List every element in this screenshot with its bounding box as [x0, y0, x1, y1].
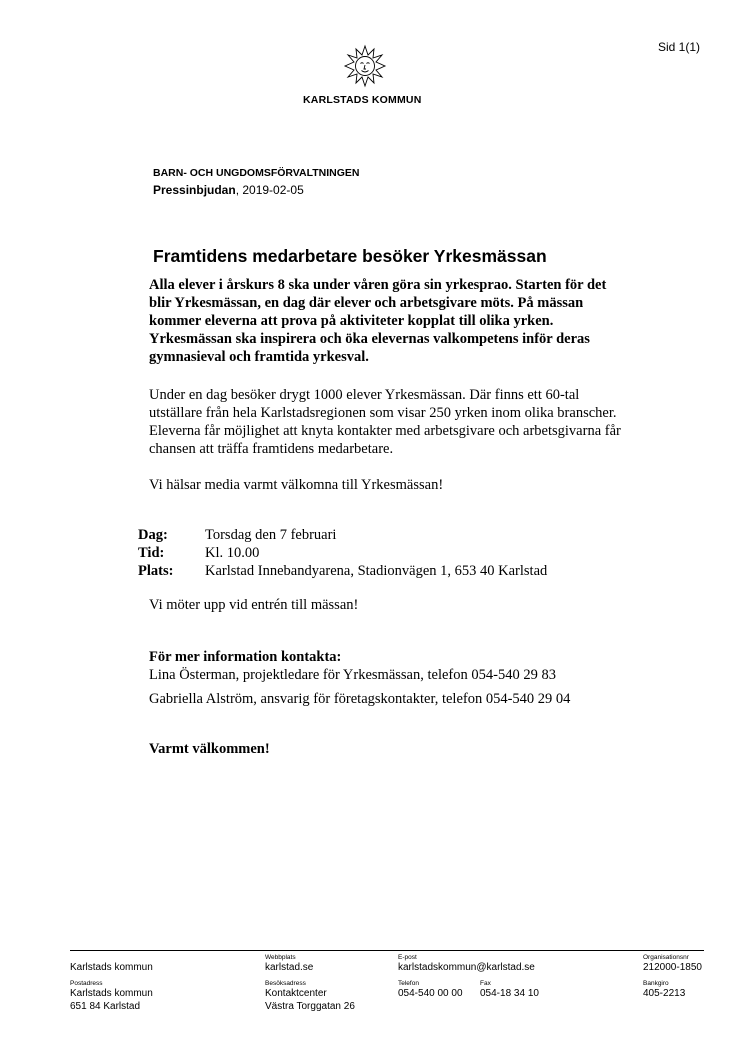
- footer-divider: [70, 950, 704, 951]
- event-time-label: Tid:: [138, 545, 165, 561]
- event-day-row: [138, 526, 336, 544]
- footer-phone-value: 054-540 00 00: [398, 988, 463, 999]
- event-place-label: Plats:: [138, 563, 174, 579]
- footer-fax-label: Fax: [480, 980, 491, 987]
- footer-org: Karlstads kommun: [70, 962, 153, 973]
- event-place-row: [138, 562, 547, 580]
- page-number: Sid 1(1): [658, 40, 701, 54]
- event-day-label: Dag:: [138, 527, 168, 543]
- event-time-row: [138, 544, 259, 562]
- sun-logo-icon: [343, 44, 387, 88]
- contact-heading: För mer information kontakta:: [149, 649, 342, 665]
- footer-phone-label: Telefon: [398, 980, 419, 987]
- press-line: [153, 183, 304, 197]
- footer-web-link[interactable]: karlstad.se: [265, 962, 314, 973]
- footer-visit-line: Västra Torggatan 26: [265, 1001, 355, 1012]
- footer-visit-label: Besöksadress: [265, 980, 306, 987]
- closing-text: Varmt välkommen!: [149, 741, 270, 757]
- footer-email-label: E-post: [398, 954, 417, 961]
- body-paragraph: Under en dag besöker drygt 1000 elever Yrkesmässan. Där finns ett 60-tal utställare från hela Karlstadsregionen som visar 250 yrken inom olika branscher. Eleverna får möjlighet att knyta kontakter med arbetsgivare och arbetsgivarna får chansen att träffa framtidens medarbetare.: [149, 387, 621, 457]
- event-day-value: Torsdag den 7 februari: [205, 527, 337, 543]
- department-name: BARN- OCH UNGDOMSFÖRVALTNINGEN: [153, 167, 360, 179]
- footer-email-link[interactable]: karlstadskommun@karlstad.se: [398, 962, 535, 973]
- headline: Framtidens medarbetare besöker Yrkesmässan: [153, 246, 547, 266]
- footer-visit-line: Kontaktcenter: [265, 988, 327, 999]
- organization-name: KARLSTADS KOMMUN: [303, 94, 422, 106]
- footer-postal-line: Karlstads kommun: [70, 988, 153, 999]
- footer-web-label: Webbplats: [265, 954, 296, 961]
- document-date: , 2019-02-05: [235, 183, 304, 197]
- meeting-note: Vi möter upp vid entrén till mässan!: [149, 597, 359, 613]
- lead-paragraph: Alla elever i årskurs 8 ska under våren göra sin yrkesprao. Starten för det blir Yrkesmässan, en dag där elever och arbetsgivare möts. På mässan kommer eleverna att prova på aktiviteter kopplat till olika yrken. Yrkesmässan ska inspirera och öka elevernas valkompetens inför deras gymnasieval och framtida yrkesval.: [149, 277, 607, 365]
- footer-orgnr-value: 212000-1850: [643, 962, 702, 973]
- footer-postal-label: Postadress: [70, 980, 103, 987]
- footer-orgnr-label: Organisationsnr: [643, 954, 689, 961]
- event-place-value: Karlstad Innebandyarena, Stadionvägen 1, 653 40 Karlstad: [205, 563, 548, 579]
- event-time-value: Kl. 10.00: [205, 545, 260, 561]
- document-type: Pressinbjudan: [153, 183, 236, 197]
- footer-bankgiro-value: 405-2213: [643, 988, 686, 999]
- footer-bankgiro-label: Bankgiro: [643, 980, 669, 987]
- contact-person: Gabriella Alström, ansvarig för företagskontakter, telefon 054-540 29 04: [149, 691, 571, 707]
- footer-fax-value: 054-18 34 10: [480, 988, 539, 999]
- footer-postal-line: 651 84 Karlstad: [70, 1001, 141, 1012]
- body-paragraph: Vi hälsar media varmt välkomna till Yrkesmässan!: [149, 477, 444, 493]
- contact-person: Lina Österman, projektledare för Yrkesmässan, telefon 054-540 29 83: [149, 667, 556, 683]
